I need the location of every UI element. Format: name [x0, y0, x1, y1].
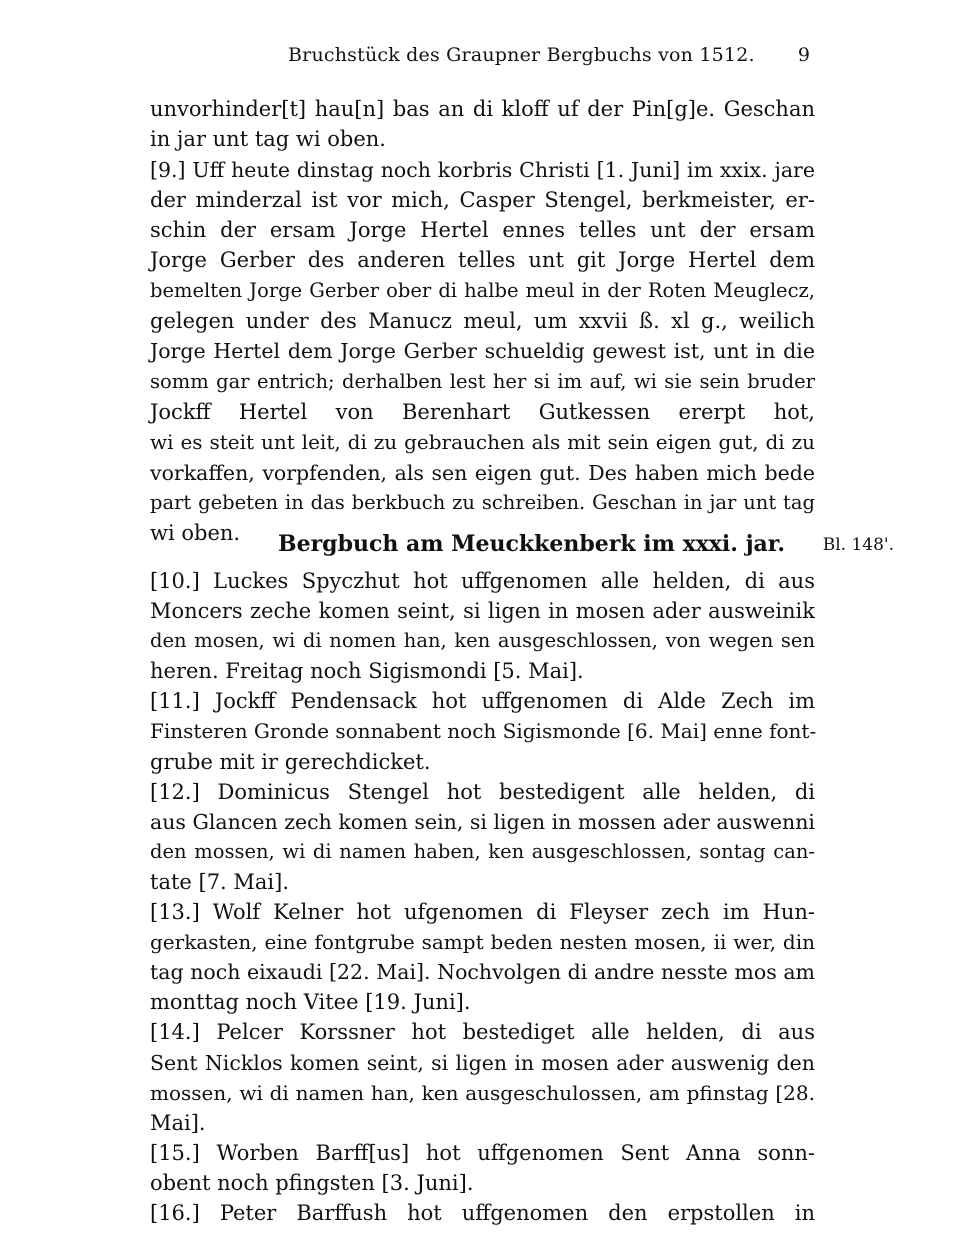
entry-line: den mossen, wi di namen haben, ken ausgeschlossen, sontag can- — [150, 839, 815, 863]
top-paragraphs — [150, 94, 815, 548]
entry-line: [15.] Worben Barff[us] hot uffgenomen Sent Anna sonn- — [150, 1140, 815, 1165]
entry-line: monttag noch Vitee [19. Juni]. — [150, 990, 471, 1015]
entry-line: heren. Freitag noch Sigismondi [5. Mai]. — [150, 659, 584, 684]
text-line: gelegen under des Manucz meul, um xxvii ß. xl g., weilich — [150, 309, 815, 334]
entry-line: Moncers zeche komen seint, si ligen in mosen ader ausweinik — [150, 599, 815, 624]
text-line: wi oben. — [150, 521, 241, 546]
entry-line: gerkasten, eine fontgrube sampt beden nesten mosen, ii wer, din — [150, 930, 815, 955]
text-line: Jorge Gerber des anderen telles unt git Jorge Hertel dem — [150, 248, 815, 273]
entry-line: tag noch eixaudi [22. Mai]. Nochvolgen di andre nesste mos am — [150, 960, 815, 985]
entry-line: grube mit ir gerechdicket. — [150, 749, 431, 774]
entry-line: mossen, wi di namen han, ken ausgeschulossen, am pfinstag [28. — [150, 1080, 815, 1105]
entry-line: aus Glancen zech komen sein, si ligen in mossen ader auswenni — [150, 809, 815, 834]
entry-line: [12.] Dominicus Stengel hot bestedigent alle helden, di — [150, 779, 815, 804]
text-line: Jockff Hertel von Berenhart Gutkessen ererpt hot, — [150, 399, 815, 424]
entry-line: obent noch pfingsten [3. Juni]. — [150, 1170, 474, 1195]
text-line: part gebeten in das berkbuch zu schreiben. Geschan in jar unt tag — [150, 490, 815, 514]
entry-line: [13.] Wolf Kelner hot ufgenomen di Fleyser zech im Hun- — [150, 900, 815, 925]
entry-line: den mosen, wi di nomen han, ken ausgeschlossen, von wegen sen — [150, 629, 815, 653]
entry-line: [10.] Luckes Spyczhut hot uffgenomen alle helden, di aus — [150, 569, 815, 593]
text-line: wi es steit unt leit, di zu gebrauchen als mit sein eigen gut, di zu — [150, 430, 815, 455]
text-line: [9.] Uff heute dinstag noch korbris Christi [1. Juni] im xxix. jare — [150, 157, 815, 182]
entry-line: [14.] Pelcer Korssner hot bestediget alle helden, di aus — [150, 1020, 815, 1045]
text-line: bemelten Jorge Gerber ober di halbe meul in der Roten Meuglecz, — [150, 278, 815, 302]
text-line: unvorhinder[t] hau[n] bas an di kloff uf der Pin[g]e. Geschan — [150, 97, 815, 121]
entry-line: [16.] Peter Barffush hot uffgenomen den erpstollen in — [150, 1200, 815, 1225]
entry-line: Finsteren Gronde sonnabent noch Sigismonde [6. Mai] enne font- — [150, 719, 817, 744]
entry-line: Sent Nicklos komen seint, si ligen in mosen ader auswenig den — [150, 1050, 815, 1075]
running-head — [150, 44, 810, 72]
entry-line: [11.] Jockff Pendensack hot uffgenomen di Alde Zech im — [150, 689, 815, 714]
text-line: Jorge Hertel dem Jorge Gerber schueldig gewest ist, unt in die — [150, 339, 815, 364]
entries-block — [150, 566, 815, 1228]
entry-line: tate [7. Mai]. — [150, 869, 290, 894]
entry-line: Mai]. — [150, 1110, 206, 1135]
text-line: vorkaffen, vorpfenden, als sen eigen gut. Des haben mich bede — [150, 460, 815, 485]
section-heading: Bergbuch am Meuckkenberk im xxxi. jar. — [278, 531, 786, 557]
text-line: somm gar entrich; derhalben lest her si im auf, wi sie sein bruder — [150, 369, 815, 393]
marginal-note: Bl. 148'. — [822, 535, 894, 555]
page-number: 9 — [797, 44, 810, 66]
text-line: schin der ersam Jorge Hertel ennes telles unt der ersam — [150, 218, 815, 243]
text-line: in jar unt tag wi oben. — [150, 127, 386, 152]
text-line: der minderzal ist vor mich, Casper Stengel, berkmeister, er- — [150, 187, 815, 212]
running-title: Bruchstück des Graupner Bergbuchs von 1512. — [288, 44, 755, 66]
